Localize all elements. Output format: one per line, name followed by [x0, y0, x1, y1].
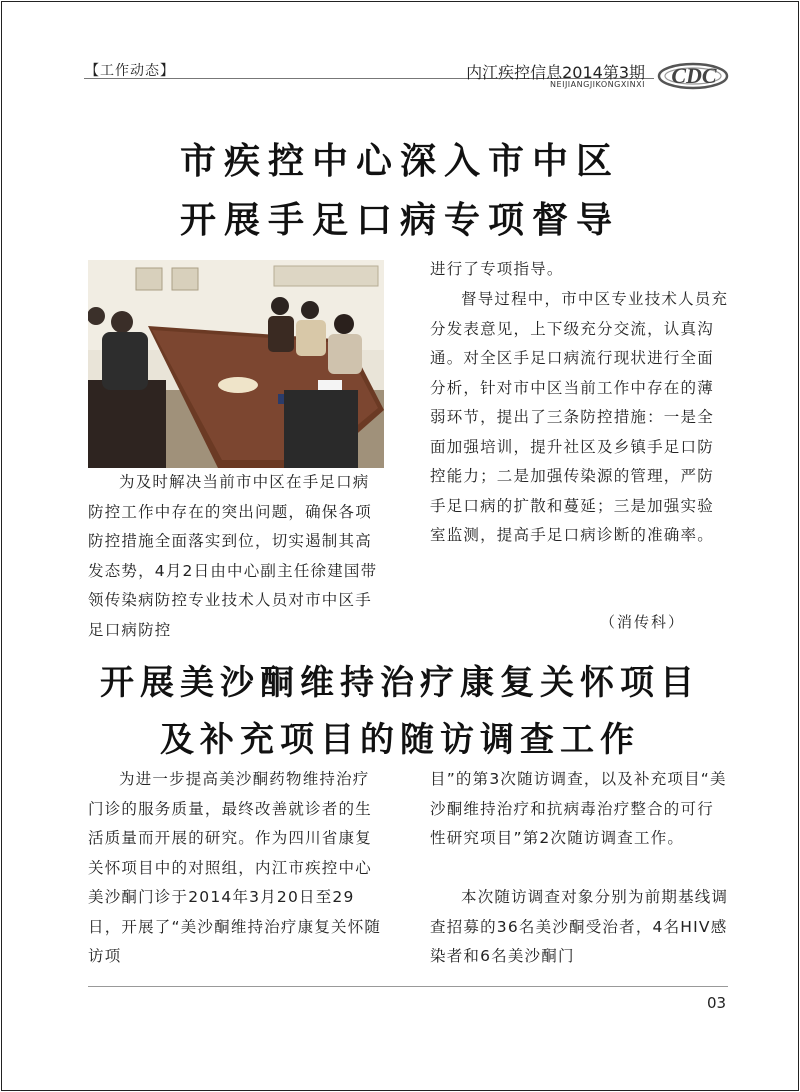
article2-left-paragraph: 为进一步提高美沙酮药物维持治疗门诊的服务质量，最终改善就诊者的生活质量而开展的研究。作为四川省康复关怀项目中的对照组，内江市疾控中心美沙酮门诊于2014年3月20日至29日，开展了“美沙酮维持治疗康复关怀随访项 [88, 770, 382, 965]
article1-credit: （消传科） [600, 613, 686, 631]
article2-right-paragraph: 本次随访调查对象分别为前期基线调查招募的36名美沙酮受治者，4名HIV感染者和6名美沙酮门 [430, 888, 729, 965]
article1-right-continuation: 进行了专项指导。 [430, 260, 564, 278]
article1-right-paragraph: 督导过程中，市中区专业技术人员充分发表意见，上下级充分交流，认真沟通。对全区手足口病流行现状进行全面分析，针对市中区当前工作中存在的薄弱环节，提出了三条防控措施：一是全面加强培训，提升社区及乡镇手足口防控能力；二是加强传染源的管理，严防手足口病的扩散和蔓延；三是加强实验室监测，提高手足口病诊断的准确率。 [430, 290, 729, 544]
article1-title-line2: 开展手足口病专项督导 [179, 199, 620, 241]
section-label: 【工作动态】 [85, 63, 175, 79]
footer-rule [88, 986, 728, 987]
article1-left-paragraph: 为及时解决当前市中区在手足口病防控工作中存在的突出问题，确保各项防控措施全面落实到位，切实遏制其高发态势，4月2日由中心副主任徐建国带领传染病防控专业技术人员对市中区手足口病防控 [88, 473, 378, 639]
article2-title-line2: 及补充项目的随访调查工作 [160, 720, 640, 760]
publication-title: 内江疾控信息2014第3期 [466, 63, 645, 82]
article1-title-line1: 市疾控中心深入市中区 [179, 140, 620, 182]
article2-right-continuation: 目”的第3次随访调查，以及补充项目“美沙酮维持治疗和抗病毒治疗整合的可行性研究项目”第2次随访调查工作。 [430, 770, 727, 847]
meeting-photo [88, 260, 384, 468]
page-number: 03 [707, 994, 727, 1012]
logo-text: CDC [671, 63, 717, 88]
cdc-logo [655, 55, 733, 93]
article2-title-line1: 开展美沙酮维持治疗康复关怀项目 [100, 663, 700, 703]
publication-pinyin: NEIJIANGJIKONGXINXI [550, 80, 645, 89]
